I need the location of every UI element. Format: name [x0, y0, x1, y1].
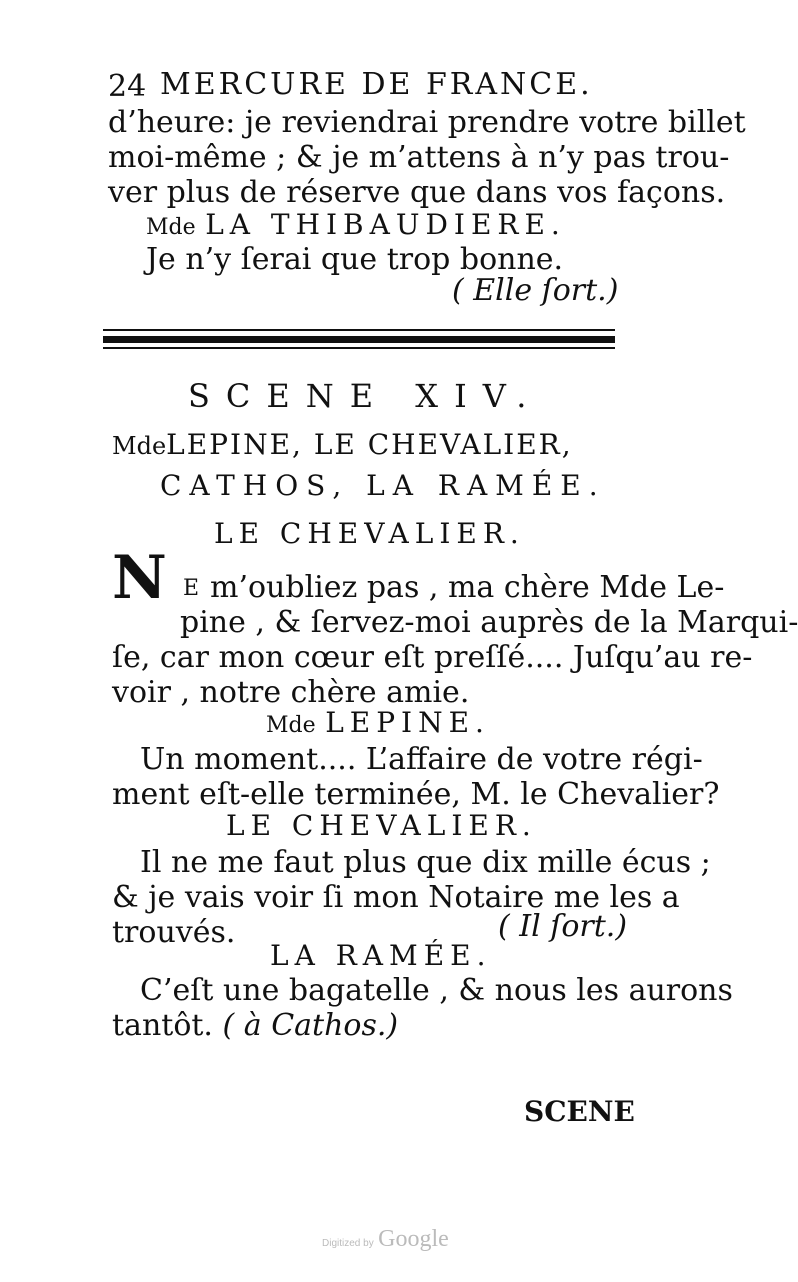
speaker-label: [266, 708, 490, 738]
text-line: voir , notre chère amie.: [112, 675, 470, 710]
stage-direction: ( Elle ſort.): [452, 273, 619, 308]
text-line: moi-même ; & je m’attens à n’y pas trou-: [108, 140, 730, 175]
cast-line: CATHOS, LA RAMÉE.: [160, 469, 606, 502]
divider-thick: [103, 336, 615, 343]
drop-cap: N: [112, 543, 167, 613]
text-line: ment eſt-elle terminée, M. le Chevalier?: [112, 777, 720, 812]
speaker-label: LA RAMÉE.: [270, 939, 492, 972]
text-line: pine , & ſervez-moi auprès de la Marqui-: [180, 605, 798, 640]
text-line: trouvés.: [112, 915, 236, 950]
cast-line: [112, 430, 624, 460]
text-line: [112, 1008, 399, 1043]
text-line: & je vais voir ſi mon Notaire me les a: [112, 880, 680, 915]
text-line: C’eſt une bagatelle , & nous les aurons: [140, 973, 733, 1008]
speaker-name: LA THIBAUDIERE.: [205, 208, 566, 241]
google-logo: Google: [378, 1226, 449, 1252]
digitized-watermark: [322, 1226, 449, 1253]
text-line: Il ne me faut plus que dix mille écus ;: [140, 845, 711, 880]
speaker-label: [146, 210, 566, 240]
speaker-label: LE CHEVALIER.: [226, 809, 537, 842]
stage-direction: ( à Cathos.): [222, 1008, 399, 1043]
speaker-name: LEPINE.: [325, 706, 490, 739]
divider-thin: [103, 347, 615, 349]
text-line: d’heure: je reviendrai prendre votre billet: [108, 105, 746, 140]
catchword: SCENE: [524, 1095, 635, 1128]
drop-cap-rest: E: [183, 576, 200, 601]
text-line: ſe, car mon cœur eſt preſſé.... Juſqu’au re-: [112, 640, 753, 675]
text-fragment: tantôt.: [112, 1008, 213, 1043]
speaker-label: LE CHEVALIER.: [214, 517, 525, 550]
running-title: MERCURE DE FRANCE.: [160, 67, 593, 102]
divider-thin: [103, 329, 615, 331]
page-number: 24: [108, 69, 147, 104]
stage-direction: ( Il ſort.): [498, 909, 628, 944]
cast-names: LEPINE, LE CHEVALIER,: [166, 428, 573, 461]
text-line: m’oubliez pas , ma chère Mde Le-: [210, 570, 725, 605]
watermark-prefix: Digitized by: [322, 1238, 374, 1249]
scene-title: SCENE XIV.: [188, 377, 543, 415]
text-line: ver plus de réserve que dans vos façons.: [108, 175, 726, 210]
cast-prefix: Mde: [112, 432, 167, 460]
speaker-prefix: Mde: [146, 215, 196, 240]
text-line: Je n’y ſerai que trop bonne.: [146, 242, 564, 277]
text-line: Un moment.... L’affaire de votre régi-: [140, 742, 703, 777]
speaker-prefix: Mde: [266, 713, 316, 738]
